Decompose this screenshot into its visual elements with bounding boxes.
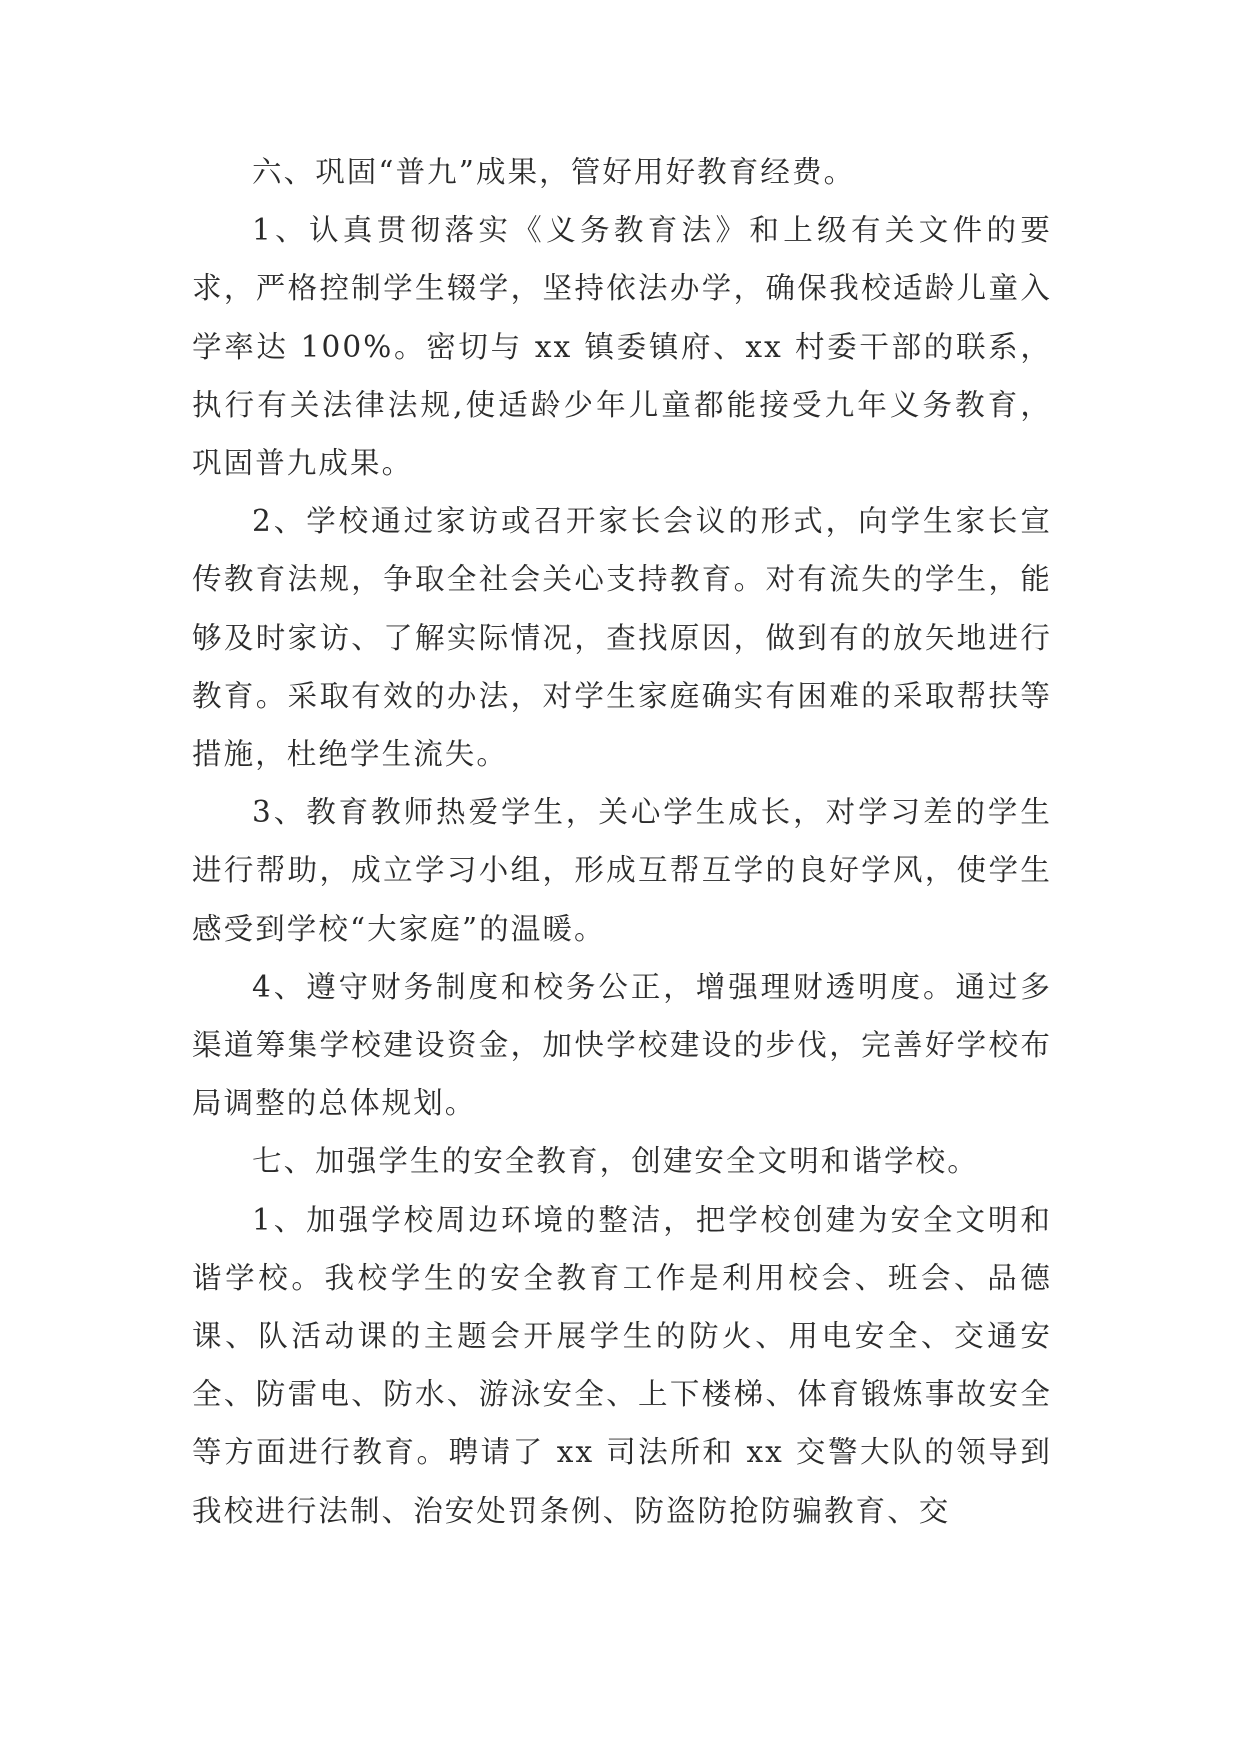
section-heading-seven: 七、加强学生的安全教育，创建安全文明和谐学校。 (252, 1144, 979, 1179)
paragraph-six-4: 4、遵守财务制度和校务公正，增强理财透明度。通过多渠道筹集学校建设资金，加快学校建设的步伐，完善好学校布局调整的总体规划。 (192, 969, 1052, 1121)
paragraph-seven-1: 1、加强学校周边环境的整洁，把学校创建为安全文明和谐学校。我校学生的安全教育工作是利用校会、班会、品德课、队活动课的主题会开展学生的防火、用电安全、交通安全、防雷电、防水、游泳安全、上下楼梯、体育锻炼事故安全等方面进行教育。聘请了 xx 司法所和 xx 交警大队的领导到我校进行法制、治安处罚条例、防盗防抢防骗教育、交 (192, 1202, 1052, 1528)
section-heading-six: 六、巩固“普九”成果，管好用好教育经费。 (252, 155, 856, 189)
paragraph-six-2: 2、学校通过家访或召开家长会议的形式，向学生家长宣传教育法规，争取全社会关心支持教育。对有流失的学生，能够及时家访、了解实际情况，查找原因，做到有的放矢地进行教育。采取有效的办法，对学生家庭确实有困难的采取帮扶等措施，杜绝学生流失。 (192, 504, 1052, 772)
paragraph-six-1: 1、认真贯彻落实《义务教育法》和上级有关文件的要求，严格控制学生辍学，坚持依法办学，确保我校适龄儿童入学率达 100%。密切与 xx 镇委镇府、xx 村委干部的联系，执行有关法律法规,使适龄少年儿童都能接受九年义务教育，巩固普九成果。 (192, 213, 1052, 481)
document-body (192, 143, 1052, 1540)
paragraph-six-3: 3、教育教师热爱学生，关心学生成长，对学习差的学生进行帮助，成立学习小组，形成互帮互学的良好学风，使学生感受到学校“大家庭”的温暖。 (192, 795, 1052, 946)
